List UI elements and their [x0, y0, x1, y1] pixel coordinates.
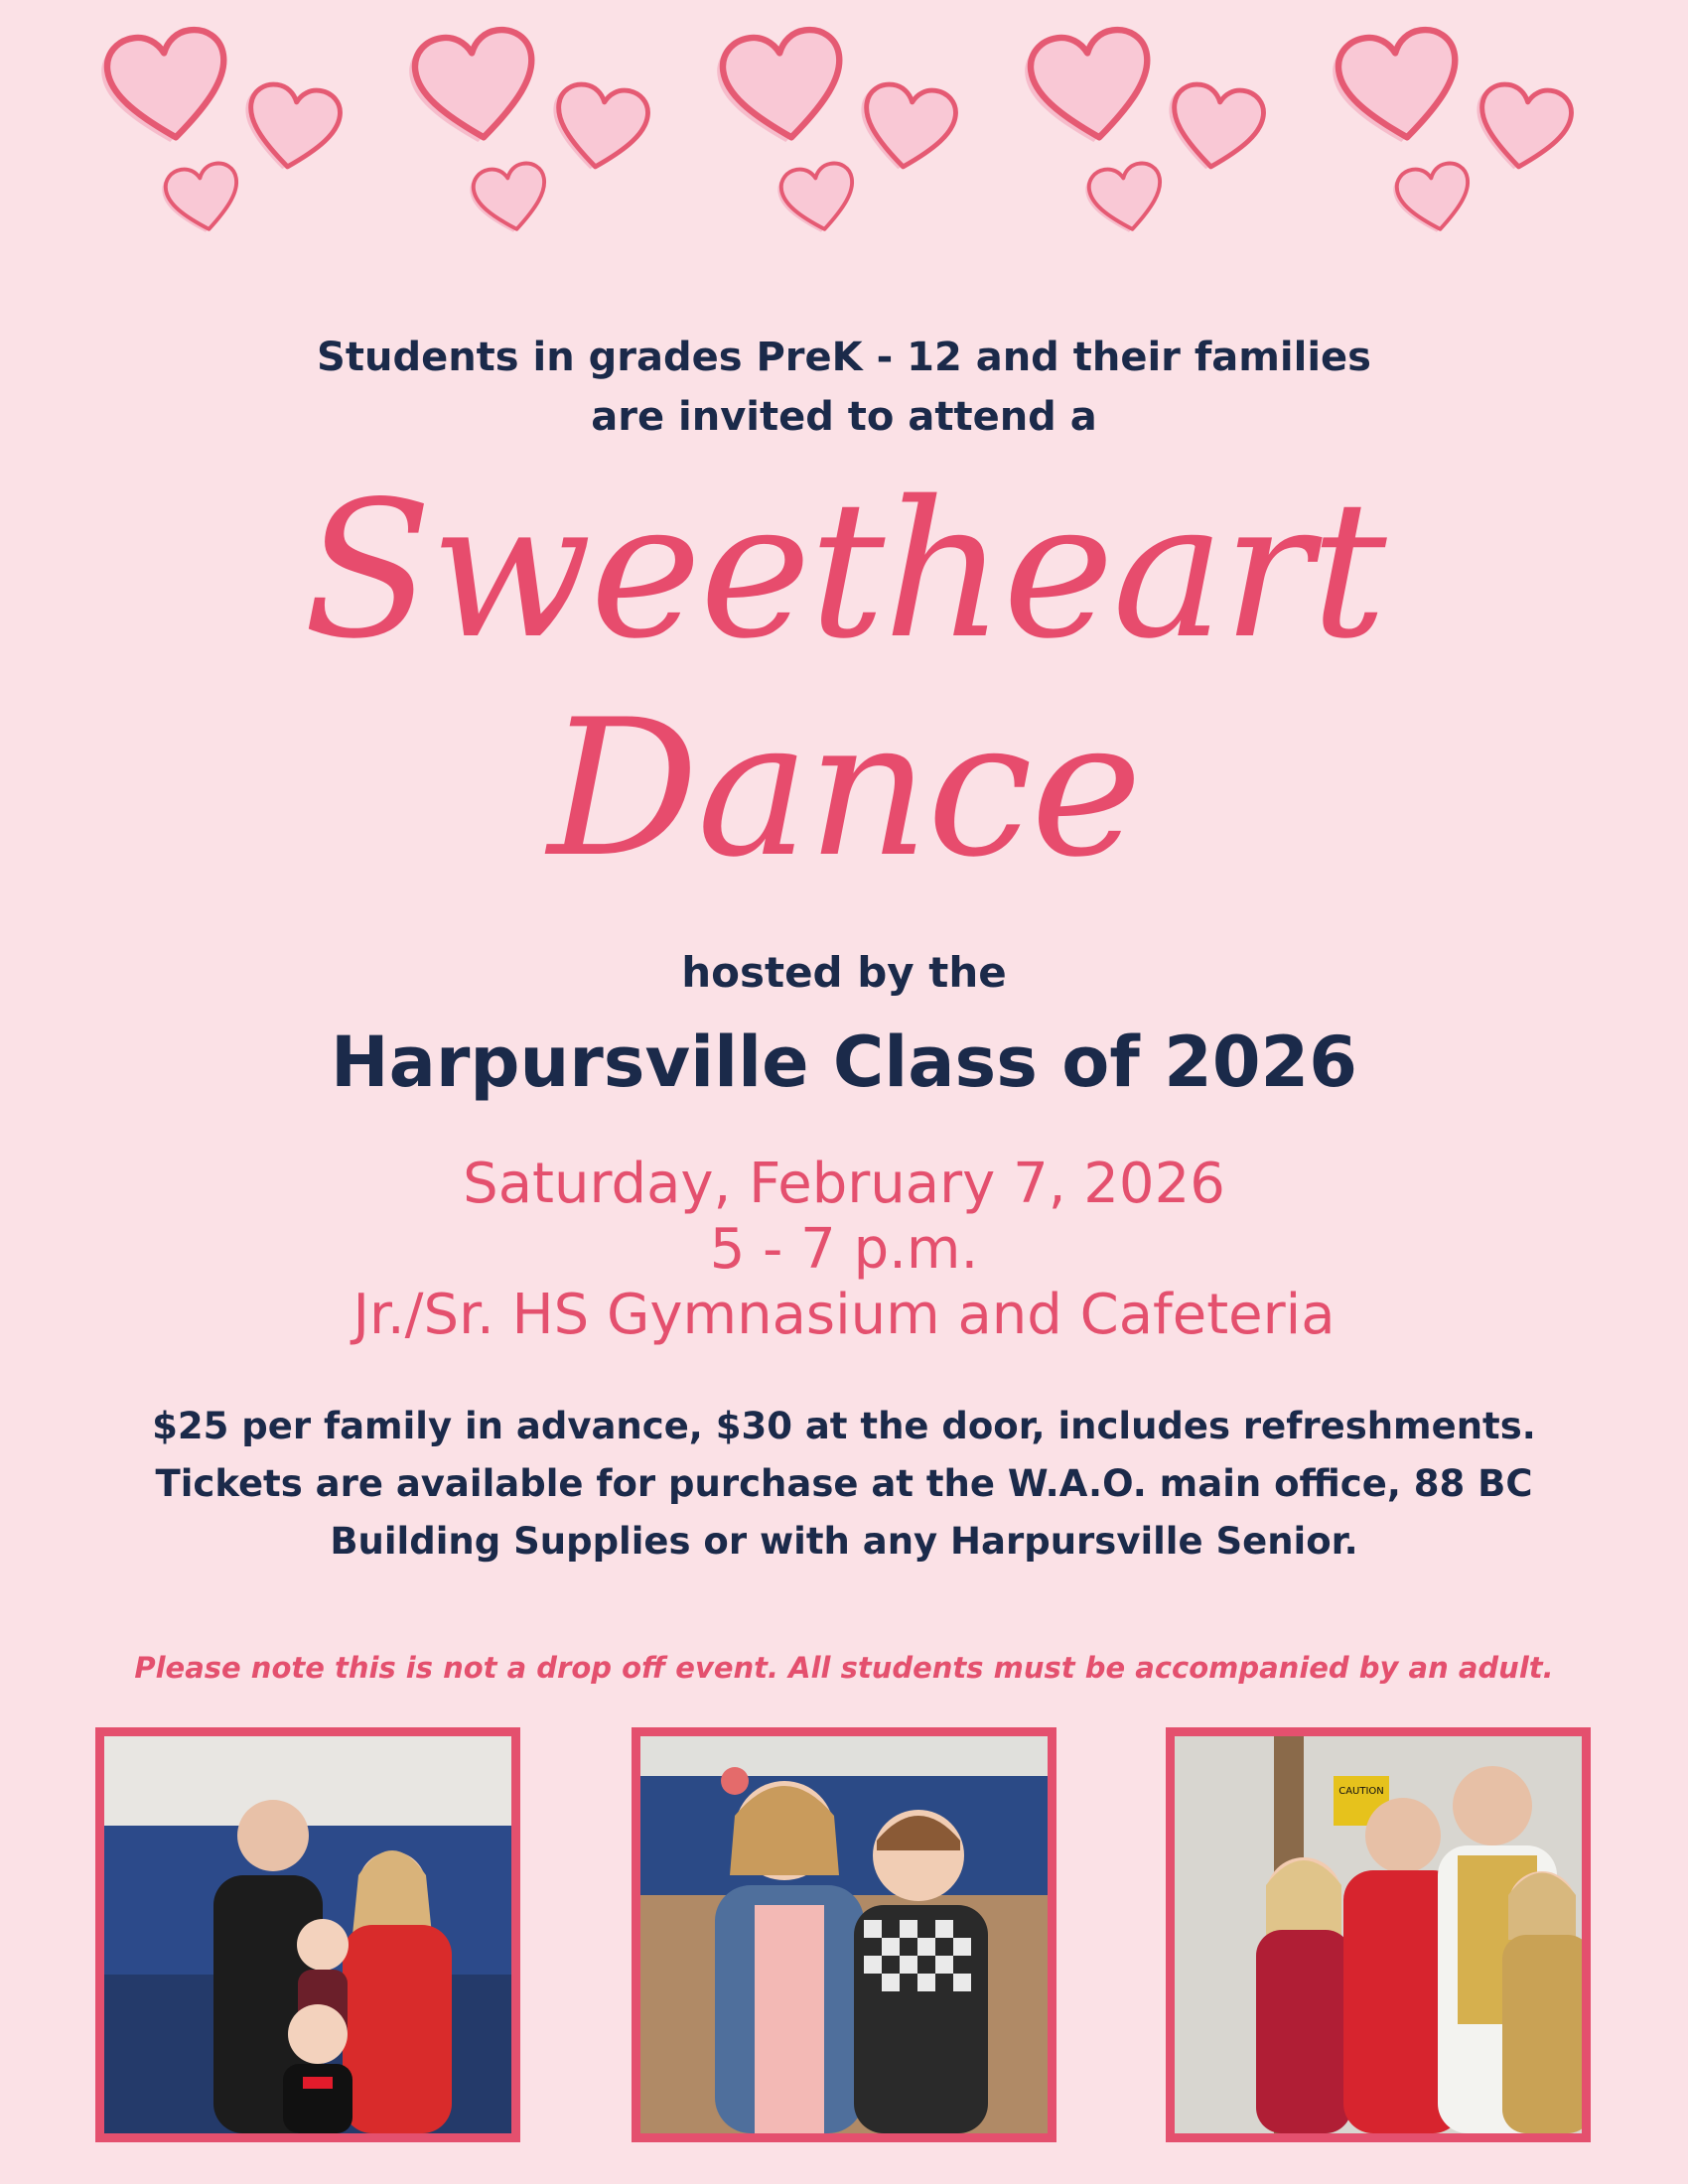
- heart-outline-icon: [774, 158, 863, 240]
- intro-text: [0, 328, 1688, 447]
- family-photo-3: [1166, 1727, 1591, 2142]
- heart-outline-icon: [238, 78, 347, 179]
- heart-outline-icon: [159, 158, 247, 240]
- hearts-banner: [0, 0, 1688, 268]
- event-date: Saturday, February 7, 2026: [463, 1152, 1225, 1216]
- heart-outline-icon: [546, 78, 654, 179]
- ticket-line-1: $25 per family in advance, $30 at the door, includes refreshments.: [152, 1405, 1536, 1447]
- intro-line-1: Students in grades PreK - 12 and their families: [317, 335, 1371, 380]
- ticket-info: [0, 1398, 1688, 1570]
- heart-outline-icon: [406, 22, 548, 153]
- ticket-line-2: Tickets are available for purchase at the W.A.O. main office, 88 BC: [155, 1462, 1533, 1505]
- ticket-line-3: Building Supplies or with any Harpursville Senior.: [330, 1520, 1358, 1563]
- event-time: 5 - 7 p.m.: [709, 1217, 979, 1282]
- heart-outline-icon: [467, 158, 555, 240]
- heart-outline-icon: [1330, 22, 1472, 153]
- event-details: [0, 1152, 1688, 1348]
- family-photo-2: [632, 1727, 1056, 2142]
- heart-outline-icon: [98, 22, 240, 153]
- title-line-1: Sweetheart: [303, 461, 1385, 680]
- heart-outline-icon: [1470, 78, 1578, 179]
- drop-off-note: Please note this is not a drop off event. All students must be accompanied by an adult.: [134, 1651, 1554, 1685]
- host-name: Harpursville Class of 2026: [331, 1022, 1357, 1103]
- heart-outline-icon: [1390, 158, 1478, 240]
- heart-outline-icon: [1162, 78, 1270, 179]
- caution-sign-text: CAUTION: [1338, 1786, 1384, 1797]
- heart-outline-icon: [854, 78, 962, 179]
- intro-line-2: are invited to attend a: [591, 394, 1097, 440]
- event-location: Jr./Sr. HS Gymnasium and Cafeteria: [352, 1283, 1336, 1347]
- heart-outline-icon: [714, 22, 856, 153]
- heart-outline-icon: [1082, 158, 1171, 240]
- family-photo-1: [95, 1727, 520, 2142]
- heart-outline-icon: [1022, 22, 1164, 153]
- hosted-by-text: hosted by the: [681, 948, 1007, 997]
- title-line-2: Dance: [547, 679, 1141, 898]
